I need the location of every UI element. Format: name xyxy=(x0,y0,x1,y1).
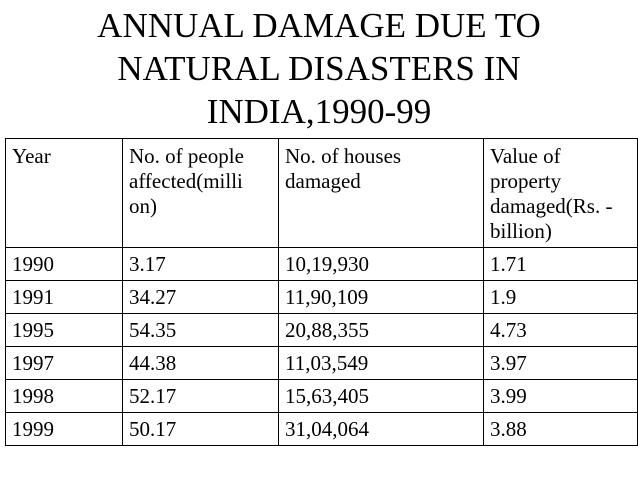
table-row xyxy=(6,380,638,413)
table-row xyxy=(6,281,638,314)
table-row xyxy=(6,248,638,281)
cell-people-affected: 52.17 xyxy=(123,380,279,413)
cell-year: 1999 xyxy=(6,413,123,446)
cell-year: 1998 xyxy=(6,380,123,413)
cell-property-value: 4.73 xyxy=(484,314,638,347)
table-header-row xyxy=(6,139,638,248)
table-row xyxy=(6,347,638,380)
slide-title xyxy=(0,4,638,133)
header-people-affected: No. of people affected(milli on) xyxy=(123,139,279,248)
header-houses-damaged: No. of houses damaged xyxy=(279,139,484,248)
cell-property-value: 1.9 xyxy=(484,281,638,314)
cell-people-affected: 50.17 xyxy=(123,413,279,446)
title-line-1: ANNUAL DAMAGE DUE TO xyxy=(97,6,541,45)
cell-year: 1995 xyxy=(6,314,123,347)
cell-year: 1990 xyxy=(6,248,123,281)
cell-year: 1997 xyxy=(6,347,123,380)
cell-houses-damaged: 11,90,109 xyxy=(279,281,484,314)
cell-year: 1991 xyxy=(6,281,123,314)
cell-houses-damaged: 10,19,930 xyxy=(279,248,484,281)
cell-property-value: 3.88 xyxy=(484,413,638,446)
cell-houses-damaged: 11,03,549 xyxy=(279,347,484,380)
cell-property-value: 3.97 xyxy=(484,347,638,380)
title-line-2: NATURAL DISASTERS IN xyxy=(117,49,521,88)
cell-people-affected: 34.27 xyxy=(123,281,279,314)
cell-houses-damaged: 15,63,405 xyxy=(279,380,484,413)
table-row xyxy=(6,314,638,347)
damage-table xyxy=(5,138,638,446)
cell-property-value: 1.71 xyxy=(484,248,638,281)
cell-houses-damaged: 31,04,064 xyxy=(279,413,484,446)
cell-people-affected: 54.35 xyxy=(123,314,279,347)
cell-people-affected: 3.17 xyxy=(123,248,279,281)
header-property-value: Value of property damaged(Rs. -billion) xyxy=(484,139,638,248)
cell-people-affected: 44.38 xyxy=(123,347,279,380)
title-line-3: INDIA,1990-99 xyxy=(206,92,432,131)
cell-houses-damaged: 20,88,355 xyxy=(279,314,484,347)
cell-property-value: 3.99 xyxy=(484,380,638,413)
table-row xyxy=(6,413,638,446)
header-year: Year xyxy=(6,139,123,248)
